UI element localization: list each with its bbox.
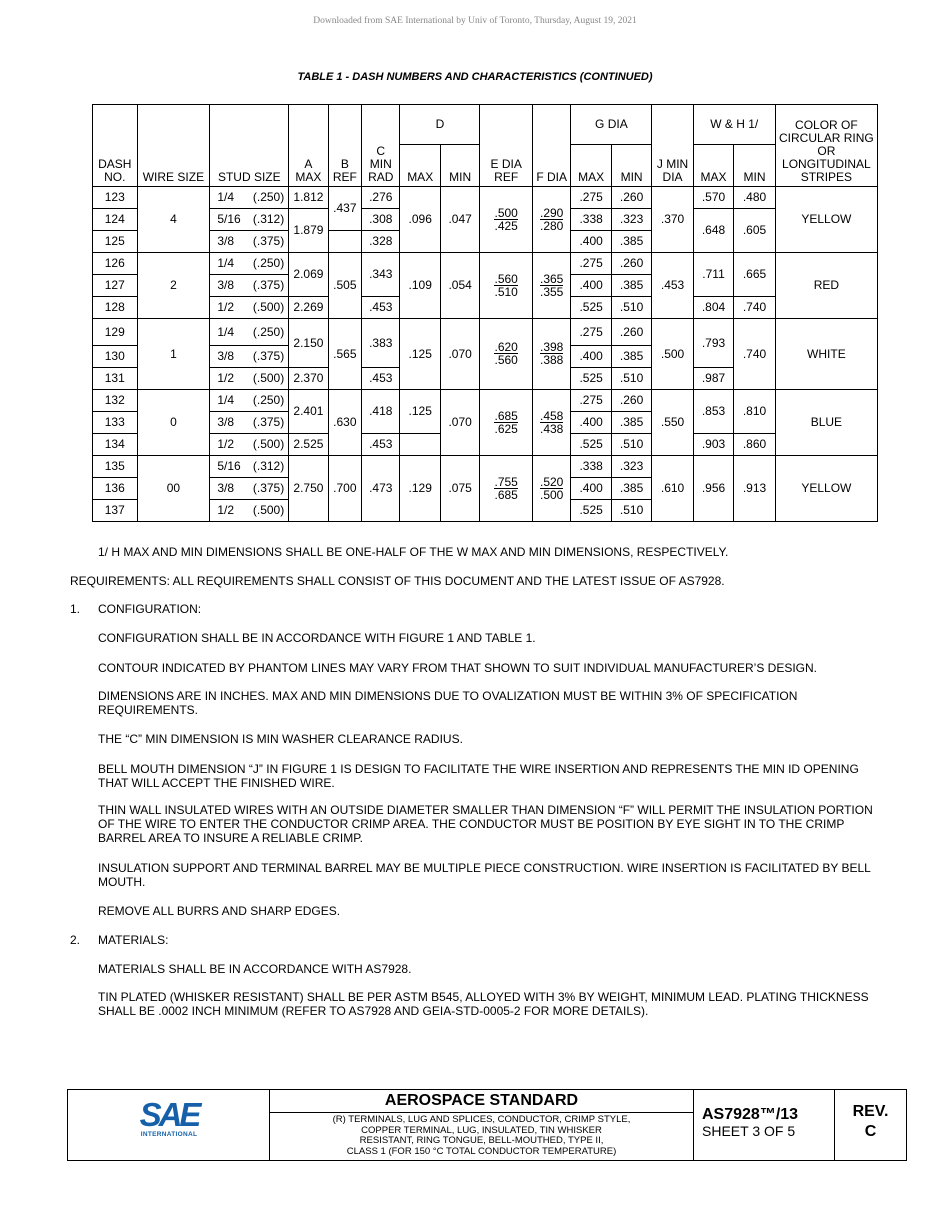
e-top: .620	[494, 340, 518, 354]
f-bottom: .280	[540, 218, 564, 233]
wh-min-cell: .810	[734, 390, 775, 434]
e-bottom: .560	[494, 353, 518, 367]
f-cell	[532, 319, 570, 390]
a-cell: 2.370	[289, 368, 328, 390]
dash-cell: 127	[93, 275, 138, 297]
f-top: .365	[540, 271, 564, 286]
b-cell: .565	[328, 319, 361, 390]
color-cell: WHITE	[775, 319, 877, 390]
j-cell: .550	[652, 390, 693, 456]
g-min-cell: .260	[611, 319, 651, 346]
wh-max-cell: .793	[693, 319, 733, 368]
dash-cell: 125	[93, 231, 138, 253]
f-bottom: .388	[540, 353, 564, 367]
header-wire: WIRE SIZE	[137, 105, 210, 187]
paragraph: CONTOUR INDICATED BY PHANTOM LINES MAY VARY FROM THAT SHOWN TO SUIT INDIVIDUAL MANUFACTURER’S DESIGN.	[98, 661, 817, 675]
wh-max-cell: .903	[693, 434, 733, 456]
stud-cell	[210, 500, 289, 522]
color-cell: RED	[775, 253, 877, 319]
wh-min-cell: .913	[734, 456, 775, 522]
b-cell: .505	[328, 253, 361, 319]
header-wh-min: MIN	[734, 145, 775, 187]
dash-cell: 124	[93, 209, 138, 231]
b-cell: .437	[328, 187, 361, 231]
stud-decimal: (.250)	[252, 393, 285, 407]
g-max-cell: .275	[571, 187, 611, 209]
stud-decimal: (.500)	[252, 437, 285, 451]
stud-cell	[210, 297, 289, 319]
dash-cell: 135	[93, 456, 138, 478]
g-max-cell: .400	[571, 231, 611, 253]
stud-fraction: 5/16	[217, 212, 241, 226]
g-max-cell: .338	[571, 209, 611, 231]
sae-logo	[136, 1096, 202, 1145]
header-j: J MIN DIA	[652, 105, 693, 187]
standard-number: AS7928™/13	[702, 1106, 799, 1123]
d-max-cell: .129	[400, 456, 440, 522]
dash-cell: 129	[93, 319, 138, 346]
f-cell	[532, 456, 570, 522]
revision-value: C	[864, 1123, 877, 1140]
paragraph: BELL MOUTH DIMENSION “J” IN FIGURE 1 IS DESIGN TO FACILITATE THE WIRE INSERTION AND REPRESENTS THE MIN ID OPENING THAT WILL ACCEPT THE FINISHED WIRE.	[98, 762, 859, 790]
f-cell	[532, 253, 570, 319]
g-max-cell: .275	[571, 319, 611, 346]
table-row	[93, 319, 878, 346]
wire-cell: 00	[137, 456, 210, 522]
f-cell	[532, 187, 570, 253]
wh-max-cell: .711	[693, 253, 733, 297]
e-cell	[480, 319, 533, 390]
wh-max-cell: .648	[693, 209, 733, 253]
stud-fraction: 5/16	[217, 459, 241, 473]
paragraph: TIN PLATED (WHISKER RESISTANT) SHALL BE PER ASTM B545, ALLOYED WITH 3% BY WEIGHT, MINIMUM LEAD. PLATING THICKNESS SHALL BE .0002 INCH MINIMUM (REFER TO AS7928 AND GEIA-STD-0005-2 FOR MORE DETAILS).	[98, 990, 869, 1018]
header-a: A MAX	[289, 105, 328, 187]
dash-cell: 134	[93, 434, 138, 456]
g-min-cell: .510	[611, 297, 651, 319]
g-max-cell: .525	[571, 434, 611, 456]
e-top: .560	[494, 271, 518, 286]
d-max-cell: .125	[400, 319, 440, 390]
header-wh-max: MAX	[693, 145, 733, 187]
dash-cell: 123	[93, 187, 138, 209]
color-cell: BLUE	[775, 390, 877, 456]
e-cell	[480, 456, 533, 522]
header-wh: W & H 1/	[693, 105, 775, 145]
a-cell: 2.269	[289, 297, 328, 319]
g-min-cell: .260	[611, 390, 651, 412]
e-cell	[480, 253, 533, 319]
stud-decimal: (.375)	[252, 415, 285, 429]
header-c: C MIN RAD	[362, 105, 400, 187]
wire-cell: 2	[137, 253, 210, 319]
d-max-cell: .109	[400, 253, 440, 319]
e-top: .500	[494, 205, 518, 220]
stud-cell	[210, 412, 289, 434]
dash-cell: 126	[93, 253, 138, 275]
g-max-cell: .400	[571, 478, 611, 500]
d-min-cell: .070	[440, 390, 479, 456]
g-max-cell: .400	[571, 412, 611, 434]
paragraph: THIN WALL INSULATED WIRES WITH AN OUTSIDE DIAMETER SMALLER THAN DIMENSION “F” WILL PERMIT THE INSULATION PORTION OF THE WIRE TO ENTER THE CONDUCTOR CRIMP AREA. THE CONDUCTOR MUST BE POSITION BY EYE SIGHT IN TO THE CRIMP BARREL AREA TO INSURE A RELIABLE CRIMP.	[98, 803, 873, 845]
g-min-cell: .260	[611, 187, 651, 209]
stud-fraction: 1/2	[217, 300, 235, 314]
requirements-statement: REQUIREMENTS: ALL REQUIREMENTS SHALL CONSIST OF THIS DOCUMENT AND THE LATEST ISSUE OF AS7928.	[70, 574, 725, 588]
g-min-cell: .385	[611, 412, 651, 434]
color-cell: YELLOW	[775, 456, 877, 522]
table-row	[93, 187, 878, 209]
f-top: .520	[540, 474, 564, 489]
table-title: TABLE 1 - DASH NUMBERS AND CHARACTERISTICS (CONTINUED)	[297, 71, 653, 83]
stud-cell	[210, 187, 289, 209]
sae-logo-text: SAE	[139, 1096, 199, 1133]
b-cell: .630	[328, 390, 361, 456]
f-top: .458	[540, 408, 564, 423]
g-max-cell: .275	[571, 390, 611, 412]
header-g: G DIA	[571, 105, 652, 145]
table-footnote: 1/ H MAX AND MIN DIMENSIONS SHALL BE ONE-HALF OF THE W MAX AND MIN DIMENSIONS, RESPECTIVELY.	[98, 545, 729, 559]
stud-fraction: 1/2	[217, 437, 235, 451]
section-1-title: CONFIGURATION:	[98, 602, 202, 616]
a-cell: 1.879	[289, 209, 328, 253]
f-top: .290	[540, 205, 564, 220]
e-cell	[480, 390, 533, 456]
logo-cell	[68, 1090, 270, 1160]
title-block	[67, 1089, 907, 1161]
wh-max-cell: .853	[693, 390, 733, 434]
stud-decimal: (.312)	[252, 459, 285, 473]
stud-decimal: (.375)	[252, 234, 285, 248]
g-max-cell: .525	[571, 368, 611, 390]
stud-cell	[210, 209, 289, 231]
stud-cell	[210, 478, 289, 500]
stud-cell	[210, 275, 289, 297]
j-cell: .500	[652, 319, 693, 390]
d-max-cell: .096	[400, 187, 440, 253]
stud-fraction: 3/8	[217, 349, 235, 363]
e-bottom: .510	[494, 284, 518, 299]
download-watermark: Downloaded from SAE International by Univ of Toronto, Thursday, August 19, 2021	[313, 16, 637, 26]
stud-decimal: (.250)	[252, 324, 285, 339]
d-min-cell: .075	[440, 456, 479, 522]
standard-number-cell	[694, 1090, 835, 1160]
g-max-cell: .400	[571, 275, 611, 297]
stud-fraction: 1/2	[217, 503, 235, 517]
c-cell: .383	[362, 319, 400, 368]
stud-decimal: (.500)	[252, 371, 285, 385]
c-cell: .473	[362, 456, 400, 522]
g-min-cell: .385	[611, 478, 651, 500]
g-min-cell: .510	[611, 368, 651, 390]
stud-cell	[210, 456, 289, 478]
c-cell: .308	[362, 209, 400, 231]
c-cell: .453	[362, 297, 400, 319]
b-cell	[328, 231, 361, 253]
stud-fraction: 1/4	[217, 324, 235, 339]
stud-decimal: (.312)	[252, 212, 285, 226]
f-bottom: .355	[540, 284, 564, 299]
description-line: (R) TERMINALS, LUG AND SPLICES, CONDUCTOR, CRIMP STYLE,	[332, 1114, 631, 1125]
f-bottom: .500	[540, 487, 564, 502]
g-max-cell: .275	[571, 253, 611, 275]
sae-logo-subtitle: INTERNATIONAL	[140, 1131, 198, 1138]
j-cell: .610	[652, 456, 693, 522]
c-cell: .276	[362, 187, 400, 209]
g-min-cell: .323	[611, 209, 651, 231]
stud-fraction: 3/8	[217, 481, 235, 495]
d-min-cell: .070	[440, 319, 479, 390]
standard-description	[270, 1113, 693, 1157]
g-min-cell: .323	[611, 456, 651, 478]
f-bottom: .438	[540, 421, 564, 436]
wh-min-cell: .740	[734, 297, 775, 319]
wire-cell: 0	[137, 390, 210, 456]
dash-cell: 131	[93, 368, 138, 390]
table-row	[93, 253, 878, 275]
wh-min-cell: .665	[734, 253, 775, 297]
stud-cell	[210, 390, 289, 412]
stud-cell	[210, 346, 289, 368]
g-max-cell: .525	[571, 500, 611, 522]
wh-min-cell: .740	[734, 319, 775, 390]
revision-cell	[835, 1090, 906, 1160]
dash-cell: 132	[93, 390, 138, 412]
wh-min-cell: .860	[734, 434, 775, 456]
stud-fraction: 1/2	[217, 371, 235, 385]
header-e: E DIA REF	[480, 105, 533, 187]
stud-fraction: 3/8	[217, 415, 235, 429]
f-top: .398	[540, 340, 564, 354]
stud-fraction: 1/4	[217, 256, 235, 270]
c-cell: .453	[362, 368, 400, 390]
table-row	[93, 390, 878, 412]
a-cell: 2.525	[289, 434, 328, 456]
wire-cell: 4	[137, 187, 210, 253]
g-min-cell: .510	[611, 500, 651, 522]
g-min-cell: .385	[611, 346, 651, 368]
dash-cell: 137	[93, 500, 138, 522]
revision-label: REV.	[852, 1103, 889, 1120]
a-cell: 2.401	[289, 390, 328, 434]
stud-cell	[210, 253, 289, 275]
header-b: B REF	[328, 105, 361, 187]
wh-max-cell: .570	[693, 187, 733, 209]
c-cell: .418	[362, 390, 400, 434]
dash-cell: 128	[93, 297, 138, 319]
paragraph: INSULATION SUPPORT AND TERMINAL BARREL MAY BE MULTIPLE PIECE CONSTRUCTION. WIRE INSERTION IS FACILITATED BY BELL MOUTH.	[98, 861, 871, 889]
d-max-cell: .125	[400, 390, 440, 434]
b-cell: .700	[328, 456, 361, 522]
paragraph: DIMENSIONS ARE IN INCHES. MAX AND MIN DIMENSIONS DUE TO OVALIZATION MUST BE WITHIN 3% OF SPECIFICATION REQUIREMENTS.	[98, 689, 798, 717]
stud-fraction: 3/8	[217, 234, 235, 248]
table-row	[93, 456, 878, 478]
wh-max-cell: .804	[693, 297, 733, 319]
stud-decimal: (.250)	[252, 190, 285, 204]
stud-cell	[210, 231, 289, 253]
dash-cell: 136	[93, 478, 138, 500]
wh-min-cell: .480	[734, 187, 775, 209]
e-cell	[480, 187, 533, 253]
paragraph: THE “C” MIN DIMENSION IS MIN WASHER CLEARANCE RADIUS.	[98, 732, 463, 746]
header-g-max: MAX	[571, 145, 611, 187]
title-cell	[270, 1090, 694, 1160]
header-d-min: MIN	[440, 145, 479, 187]
g-min-cell: .510	[611, 434, 651, 456]
description-line: CLASS 1 (FOR 150 °C TOTAL CONDUCTOR TEMPERATURE)	[346, 1145, 617, 1157]
section-1-number: 1.	[70, 602, 81, 616]
stud-fraction: 1/4	[217, 190, 235, 204]
g-max-cell: .525	[571, 297, 611, 319]
g-min-cell: .260	[611, 253, 651, 275]
wh-max-cell: .987	[693, 368, 733, 390]
g-max-cell: .400	[571, 346, 611, 368]
header-d: D	[400, 105, 480, 145]
stud-fraction: 1/4	[217, 393, 235, 407]
wh-max-cell: .956	[693, 456, 733, 522]
c-cell: .453	[362, 434, 400, 456]
color-cell: YELLOW	[775, 187, 877, 253]
paragraph: CONFIGURATION SHALL BE IN ACCORDANCE WITH FIGURE 1 AND TABLE 1.	[98, 631, 536, 645]
e-top: .755	[494, 474, 518, 489]
j-cell: .370	[652, 187, 693, 253]
d-max-cell	[400, 434, 440, 456]
header-d-max: MAX	[400, 145, 440, 187]
d-min-cell: .054	[440, 253, 479, 319]
header-stud: STUD SIZE	[210, 105, 289, 187]
d-min-cell: .047	[440, 187, 479, 253]
a-cell: 2.750	[289, 456, 328, 522]
header-f: F DIA	[532, 105, 570, 187]
wh-min-cell: .605	[734, 209, 775, 253]
stud-decimal: (.500)	[252, 503, 285, 517]
dash-numbers-table	[92, 104, 878, 522]
stud-decimal: (.500)	[252, 300, 285, 314]
dash-cell: 133	[93, 412, 138, 434]
c-cell: .343	[362, 253, 400, 297]
header-dash: DASH NO.	[93, 105, 138, 187]
j-cell: .453	[652, 253, 693, 319]
stud-decimal: (.250)	[252, 256, 285, 270]
a-cell: 2.069	[289, 253, 328, 297]
stud-cell	[210, 368, 289, 390]
header-g-min: MIN	[611, 145, 651, 187]
section-2-number: 2.	[70, 933, 81, 947]
paragraph: MATERIALS SHALL BE IN ACCORDANCE WITH AS7928.	[98, 962, 412, 976]
paragraph: REMOVE ALL BURRS AND SHARP EDGES.	[98, 904, 341, 918]
f-cell	[532, 390, 570, 456]
c-cell: .328	[362, 231, 400, 253]
g-min-cell: .385	[611, 275, 651, 297]
description-line: COPPER TERMINAL, LUG, INSULATED, TIN WHISKER	[361, 1124, 602, 1136]
description-line: RESISTANT, RING TONGUE, BELL-MOUTHED, TYPE II,	[359, 1135, 604, 1146]
stud-cell	[210, 434, 289, 456]
dash-cell: 130	[93, 346, 138, 368]
header-color: COLOR OF CIRCULAR RING OR LONGITUDINAL STRIPES	[775, 105, 877, 187]
standard-heading: AEROSPACE STANDARD	[270, 1090, 693, 1113]
wire-cell: 1	[137, 319, 210, 390]
stud-fraction: 3/8	[217, 278, 235, 292]
g-max-cell: .338	[571, 456, 611, 478]
stud-cell	[210, 319, 289, 346]
a-cell: 1.812	[289, 187, 328, 209]
e-bottom: .625	[494, 421, 518, 436]
e-bottom: .685	[494, 487, 518, 502]
e-top: .685	[494, 408, 518, 423]
stud-decimal: (.375)	[252, 278, 285, 292]
e-bottom: .425	[494, 218, 518, 233]
a-cell: 2.150	[289, 319, 328, 368]
sheet-number: SHEET 3 OF 5	[702, 1123, 796, 1139]
g-min-cell: .385	[611, 231, 651, 253]
stud-decimal: (.375)	[252, 481, 285, 495]
section-2-title: MATERIALS:	[98, 933, 169, 947]
stud-decimal: (.375)	[252, 349, 285, 363]
